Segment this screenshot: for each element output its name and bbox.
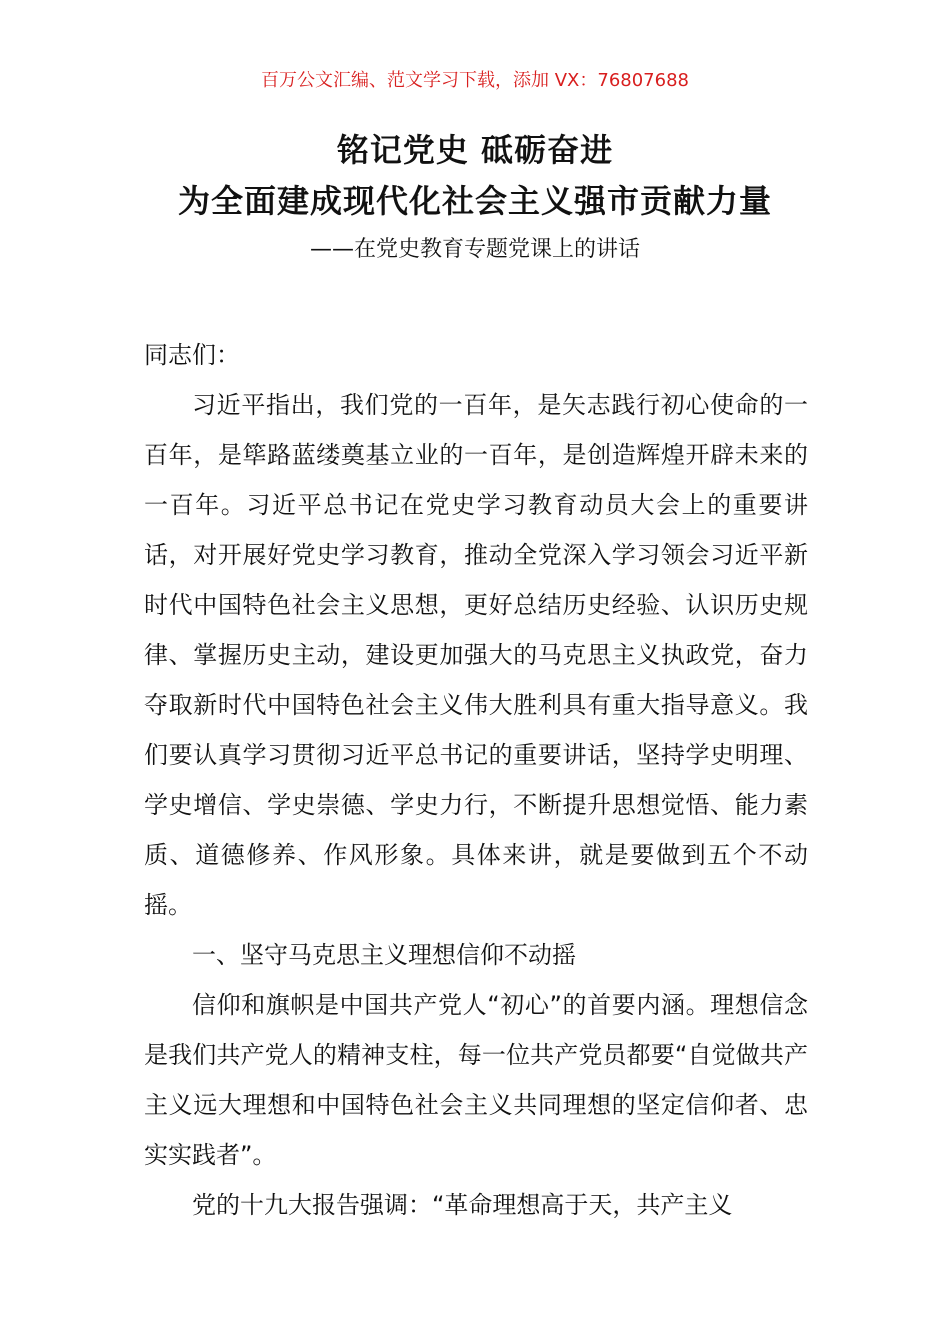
section-heading-1: 一、坚守马克思主义理想信仰不动摇 (192, 941, 576, 969)
contact-banner: 百万公文汇编、范文学习下载，添加 VX：76807688 (261, 70, 689, 91)
title-line-1: 铭记党史 砥砺奋进 (336, 131, 614, 169)
paragraph-belief: 信仰和旗帜是中国共产党人“初心”的首要内涵。理想信念是我们共产党人的精神支柱，每一位共产党员都要“自觉做共产主义远大理想和中国特色社会主义共同理想的坚定信仰者、忠实实践者”。 (144, 991, 808, 1169)
subtitle: ——在党史教育专题党课上的讲话 (309, 237, 640, 262)
paragraph-report: 党的十九大报告强调：“革命理想高于天，共产主义 (192, 1191, 733, 1219)
paragraph-intro: 习近平指出，我们党的一百年，是矢志践行初心使命的一百年，是筚路蓝缕奠基立业的一百年，是创造辉煌开辟未来的一百年。习近平总书记在党史学习教育动员大会上的重要讲话，对开展好党史学习教育，推动全党深入学习领会习近平新时代中国特色社会主义思想，更好总结历史经验、认识历史规律、掌握历史主动，建设更加强大的马克思主义执政党，奋力夺取新时代中国特色社会主义伟大胜利具有重大指导意义。我们要认真学习贯彻习近平总书记的重要讲话，坚持学史明理、学史增信、学史崇德、学史力行，不断提升思想觉悟、能力素质、道德修养、作风形象。具体来讲，就是要做到五个不动摇。 (144, 391, 808, 919)
salutation: 同志们： (144, 341, 240, 369)
title-line-2: 为全面建成现代化社会主义强市贡献力量 (177, 182, 772, 220)
body-text (144, 330, 808, 1230)
